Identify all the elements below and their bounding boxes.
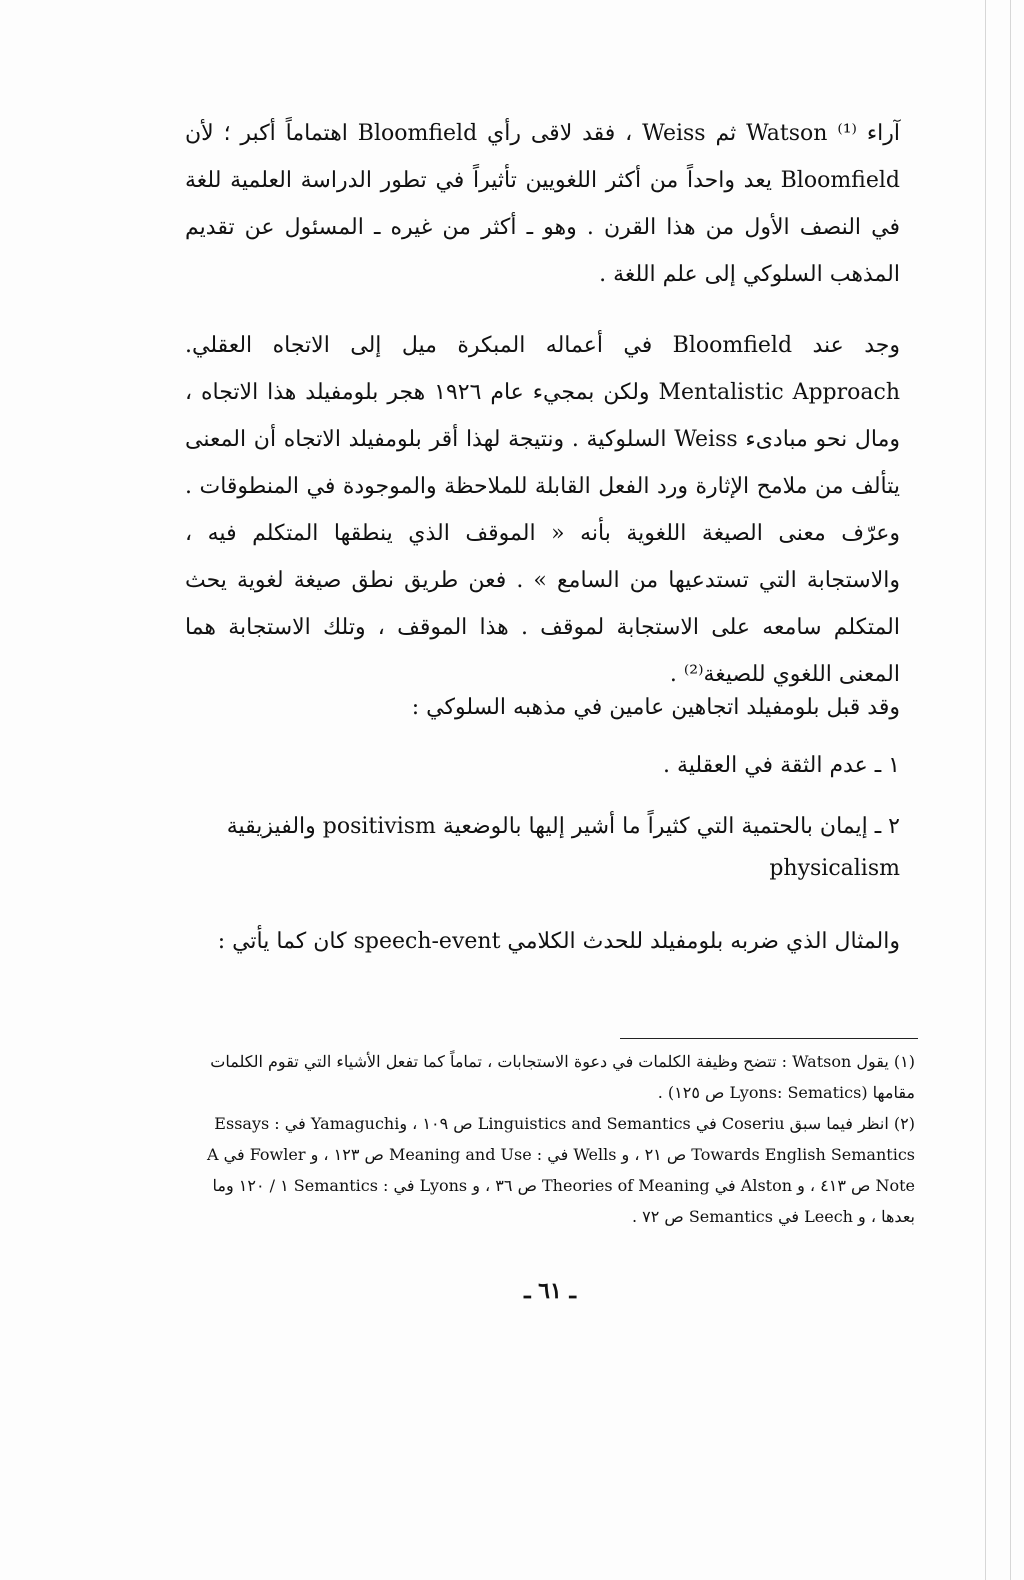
paragraph-3: وقد قبل بلومفيلد اتجاهين عامين في مذهبه السلوكي : xyxy=(411,695,900,720)
footnote-2: (٢) انظر فيما سبق Coseriu في Linguistics and Semantics ص ١٠٩ ، وYamaguchi في : Essays Towards English Semantics ص ٢١ ، و Wells في : Meaning and Use ص ١٢٣ ، و Fowler في A Note ص ٤١٣ ، و Alston في Theories of Meaning ص ٣٦ ، و Lyons في : Semantics ١ / ١٢٠ وما بعدها ، و Leech في Semantics ص ٧٢ . xyxy=(206,1114,915,1226)
paragraph-4: والمثال الذي ضربه بلومفيلد للحدث الكلامي speech-event كان كما يأتي : xyxy=(217,929,900,954)
list-item-text: ٢ ـ إيمان بالحتمية التي كثيراً ما أشير إليها بالوضعية positivism والفيزيقية physicalism xyxy=(226,814,900,881)
footnotes xyxy=(185,1046,915,1232)
paragraph-1: آراء Watson ⁽¹⁾ ثم Weiss ، فقد لاقى رأي Bloomfield اهتماماً أكبر ؛ لأن Bloomfield يعد واحداً من أكثر اللغويين تأثيراً في تطور الدراسة العلمية للغة في النصف الأول من هذا القرن . وهو ـ أكثر من غيره ـ المسئول عن تقديم المذهب السلوكي إلى علم اللغة . xyxy=(185,121,901,287)
paragraph-bloomfield-intro xyxy=(185,110,900,298)
paragraph-speech-event xyxy=(185,918,900,965)
page-edge-line xyxy=(1010,0,1011,1580)
paragraph-two-trends xyxy=(185,684,900,731)
list-item-2 xyxy=(185,806,900,890)
paragraph-mentalistic xyxy=(185,322,900,698)
list-item-text: ١ ـ عدم الثقة في العقلية . xyxy=(662,753,900,778)
page-number: ـ ٦١ ـ xyxy=(524,1278,576,1304)
page-edge-line xyxy=(985,0,986,1580)
footnote-1: (١) يقول Watson : تتضح وظيفة الكلمات في دعوة الاستجابات ، تماماً كما تفعل الأشياء التي تقوم الكلمات مقامها (Lyons: Sematics ص ١٢٥) . xyxy=(210,1052,915,1102)
paragraph-2: وجد عند Bloomfield في أعماله المبكرة ميل إلى الاتجاه العقلي. Mentalistic Approach ولكن بمجيء عام ١٩٢٦ هجر بلومفيلد هذا الاتجاه ، ومال نحو مبادىء Weiss السلوكية . ونتيجة لهذا أقر بلومفيلد الاتجاه أن المعنى يتألف من ملامح الإثارة ورد الفعل القابلة للملاحظة والموجودة في المنطوقات . وعرّف معنى الصيغة اللغوية بأنه « الموقف الذي ينطقها المتكلم فيه ، والاستجابة التي تستدعيها من السامع » . فعن طريق نطق صيغة لغوية يحث المتكلم سامعه على الاستجابة لموقف . هذا الموقف ، وتلك الاستجابة هما المعنى اللغوي للصيغة⁽²⁾ . xyxy=(185,333,901,687)
footnote-separator xyxy=(620,1038,918,1039)
list-item-1 xyxy=(185,745,900,787)
